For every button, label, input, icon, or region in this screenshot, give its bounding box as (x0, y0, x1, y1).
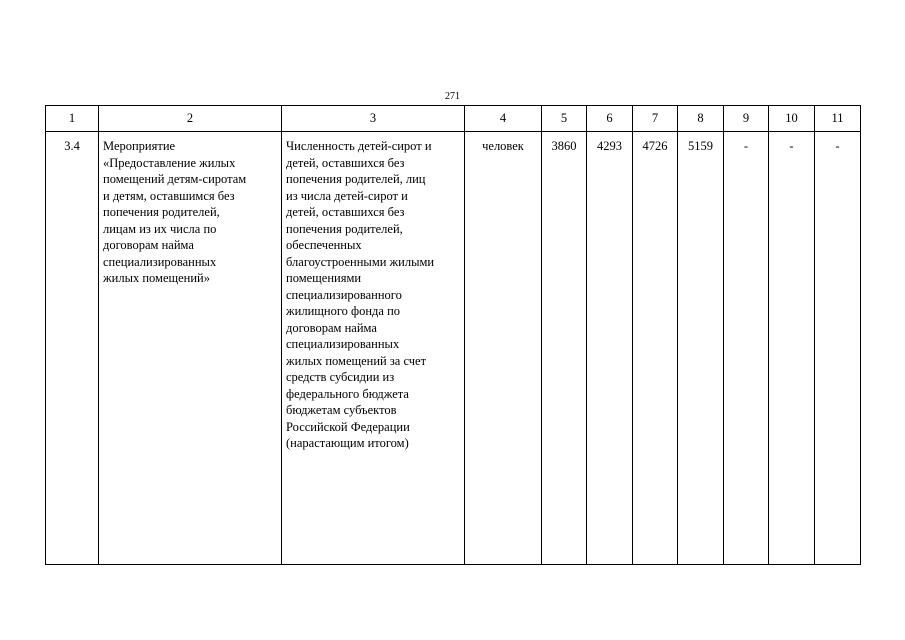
column-number-4: 4 (465, 106, 542, 132)
value-cell-11: - (815, 132, 861, 565)
value-cell-7: 4726 (633, 132, 678, 565)
value-cell-6: 4293 (587, 132, 633, 565)
value-cell-8: 5159 (678, 132, 724, 565)
value-cell-5: 3860 (542, 132, 587, 565)
column-number-1: 1 (46, 106, 99, 132)
column-number-3: 3 (282, 106, 465, 132)
page-number: 271 (445, 91, 460, 102)
indicator-table (45, 105, 861, 565)
column-number-7: 7 (633, 106, 678, 132)
value-cell-10: - (769, 132, 815, 565)
column-number-6: 6 (587, 106, 633, 132)
column-number-5: 5 (542, 106, 587, 132)
row-number-cell: 3.4 (46, 132, 99, 565)
table-row (46, 132, 861, 565)
column-number-10: 10 (769, 106, 815, 132)
column-number-8: 8 (678, 106, 724, 132)
activity-cell: Мероприятие «Предоставление жилых помещений детям-сиротам и детям, оставшимся без попечения родителей, лицам из их числа по договорам найма специализированных жилых помещений» (99, 132, 282, 565)
column-number-11: 11 (815, 106, 861, 132)
column-number-9: 9 (724, 106, 769, 132)
column-number-2: 2 (99, 106, 282, 132)
indicator-cell: Численность детей-сирот и детей, оставшихся без попечения родителей, лиц из числа детей-сирот и детей, оставшихся без попечения родителей, обеспеченных благоустроенными жилыми помещениями специализированного жилищного фонда по договорам найма специализированных жилых помещений за счет средств субсидии из федерального бюджета бюджетам субъектов Российской Федерации (нарастающим итогом) (282, 132, 465, 565)
value-cell-9: - (724, 132, 769, 565)
column-number-row (46, 106, 861, 132)
unit-cell: человек (465, 132, 542, 565)
